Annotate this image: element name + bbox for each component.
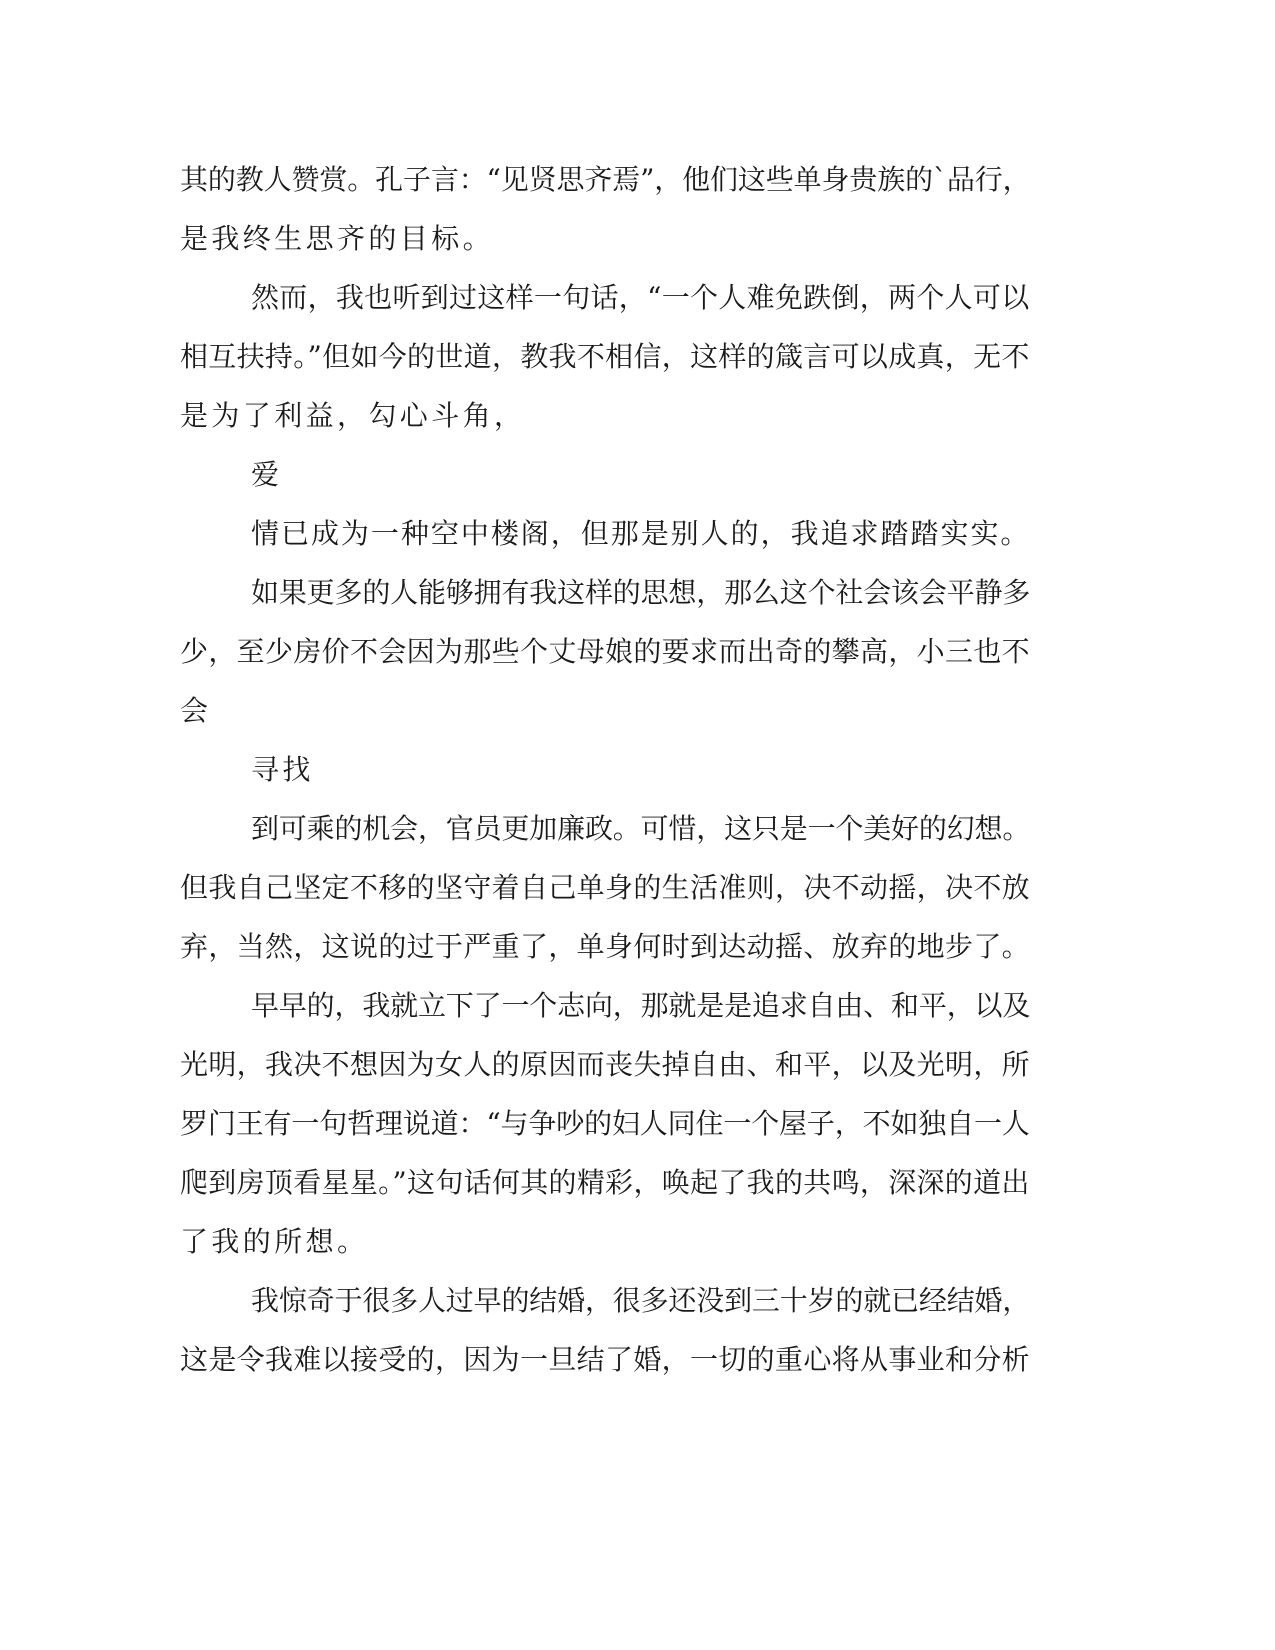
text-line-5: 是为了利益，勾心斗角， <box>180 399 526 432</box>
text-line-12: 到可乘的机会，官员更加廉政。可惜，这只是一个美好的幻想。 <box>251 812 1031 845</box>
text-line-11: 寻找 <box>251 753 314 786</box>
text-line-21: 这是令我难以接受的，因为一旦结了婚，一切的重心将从事业和分析 <box>180 1343 1031 1376</box>
text-line-20: 我惊奇于很多人过早的结婚，很多还没到三十岁的就已经结婚， <box>251 1284 1031 1317</box>
text-line-8: 如果更多的人能够拥有我这样的思想，那么这个社会该会平静多 <box>251 576 1031 609</box>
text-line-19: 了我的所想。 <box>180 1225 369 1258</box>
text-line-6: 爱 <box>251 458 283 491</box>
text-line-2: 是我终生思齐的目标。 <box>180 222 495 255</box>
text-line-3: 然而，我也听到过这样一句话，“一个人难免跌倒，两个人可以 <box>251 281 1030 314</box>
text-line-15: 早早的，我就立下了一个志向，那就是是追求自由、和平，以及 <box>251 989 1031 1022</box>
text-line-4: 相互扶持。”但如今的世道，教我不相信，这样的箴言可以成真，无不 <box>180 340 1030 373</box>
text-line-7: 情已成为一种空中楼阁，但那是别人的，我追求踏踏实实。 <box>251 517 1031 550</box>
text-line-10: 会 <box>180 694 212 727</box>
text-line-1: 其的教人赞赏。孔子言：“见贤思齐焉”，他们这些单身贵族的`品行， <box>180 163 1031 196</box>
text-line-9: 少，至少房价不会因为那些个丈母娘的要求而出奇的攀高，小三也不 <box>180 635 1031 668</box>
text-line-13: 但我自己坚定不移的坚守着自己单身的生活准则，决不动摇，决不放 <box>180 871 1031 904</box>
text-line-17: 罗门王有一句哲理说道：“与争吵的妇人同住一个屋子，不如独自一人 <box>180 1107 1030 1140</box>
text-line-18: 爬到房顶看星星。”这句话何其的精彩，唤起了我的共鸣，深深的道出 <box>180 1166 1030 1199</box>
text-line-16: 光明，我决不想因为女人的原因而丧失掉自由、和平，以及光明，所 <box>180 1048 1031 1081</box>
text-line-14: 弃，当然，这说的过于严重了，单身何时到达动摇、放弃的地步了。 <box>180 930 1031 963</box>
